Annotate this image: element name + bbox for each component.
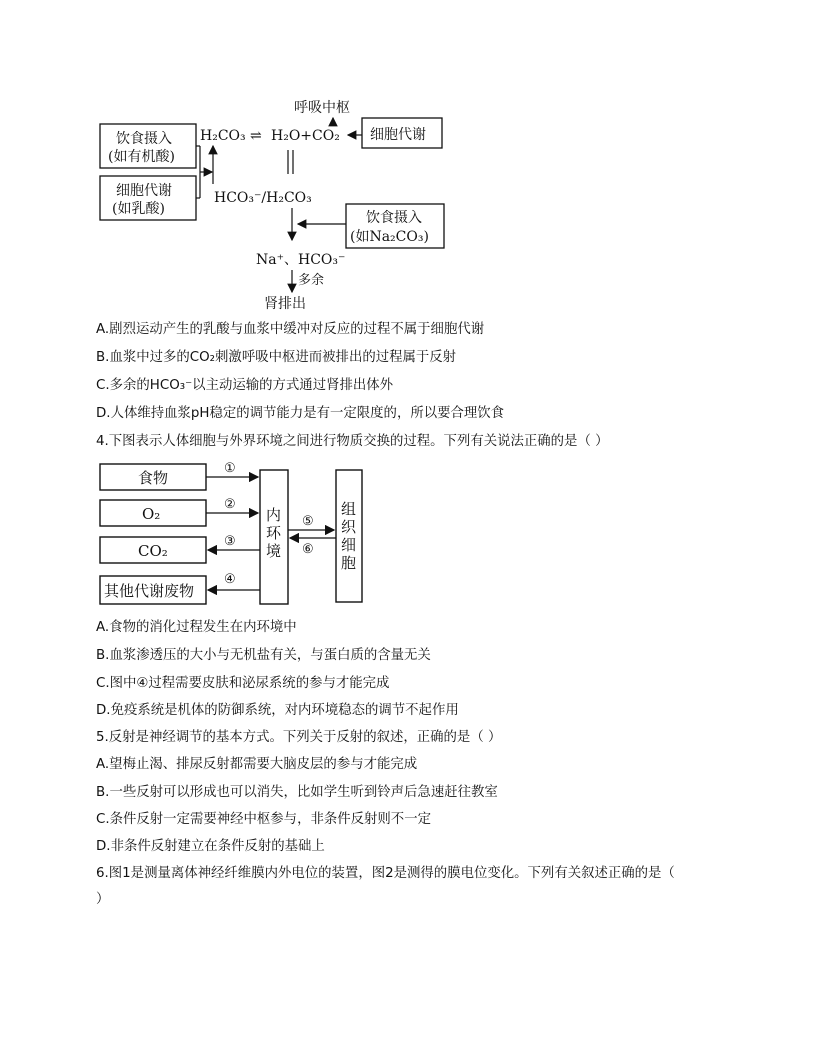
step-1-label: ① (224, 461, 236, 476)
q5-option-a: A.望梅止渴、排尿反射都需要大脑皮层的参与才能完成 (96, 757, 418, 772)
q3-option-d: D.人体维持血浆pH稳定的调节能力是有一定限度的，所以要合理饮食 (96, 406, 505, 421)
q5-option-c: C.条件反射一定需要神经中枢参与，非条件反射则不一定 (96, 812, 431, 827)
food-text: 食物 (138, 469, 169, 487)
q6-stem-line1: 6.图1是测量离体神经纤维膜内外电位的装置，图2是测得的膜电位变化。下列有关叙述正确的是（ (96, 866, 675, 881)
other-waste-text: 其他代谢废物 (104, 582, 195, 600)
diet-base-line2: (如Na₂CO₃) (350, 229, 429, 245)
diet-acid-line1: 饮食摄入 (116, 131, 172, 147)
buffer-pair-label: HCO₃⁻/H₂CO₃ (214, 190, 312, 206)
h2o-co2-label: H₂O+CO₂ (271, 128, 340, 144)
h2co3-label: H₂CO₃ (200, 128, 246, 144)
exchange-diagram-svg (96, 458, 376, 610)
internal-env-char1: 内 (266, 506, 282, 524)
buffer-diagram-svg (96, 92, 456, 314)
respiratory-center-label: 呼吸中枢 (294, 100, 350, 116)
step-4-label: ④ (224, 572, 236, 587)
internal-env-char2: 环 (266, 524, 282, 542)
exchange-diagram (96, 458, 376, 610)
kidney-label: 肾排出 (264, 296, 306, 312)
q5-option-d: D.非条件反射建立在条件反射的基础上 (96, 839, 325, 854)
step-6-label: ⑥ (302, 542, 314, 557)
step-2-label: ② (224, 497, 236, 512)
tissue-cell-char1: 组 (341, 500, 357, 518)
q6-stem-line2: ） (96, 892, 110, 907)
q5-option-b: B.一些反射可以形成也可以消失，比如学生听到铃声后急速赶往教室 (96, 785, 498, 800)
q5-stem: 5.反射是神经调节的基本方式。下列关于反射的叙述，正确的是（ ） (96, 730, 502, 745)
q3-option-a: A.剧烈运动产生的乳酸与血浆中缓冲对反应的过程不属于细胞代谢 (96, 322, 485, 337)
q4-option-d: D.免疫系统是机体的防御系统，对内环境稳态的调节不起作用 (96, 703, 459, 718)
tissue-cell-char4: 胞 (341, 554, 357, 572)
q4-option-b: B.血浆渗透压的大小与无机盐有关，与蛋白质的含量无关 (96, 648, 431, 663)
q4-option-c: C.图中④过程需要皮肤和泌尿系统的参与才能完成 (96, 676, 390, 691)
buffer-diagram (96, 92, 456, 314)
q3-option-c: C.多余的HCO₃⁻以主动运输的方式通过肾排出体外 (96, 378, 394, 393)
q4-stem: 4.下图表示人体细胞与外界环境之间进行物质交换的过程。下列有关说法正确的是（ ） (96, 434, 609, 449)
q4-option-a: A.食物的消化过程发生在内环境中 (96, 620, 297, 635)
o2-text: O₂ (142, 505, 161, 523)
step-5-label: ⑤ (302, 514, 314, 529)
co2-text: CO₂ (138, 542, 168, 560)
q3-option-b: B.血浆中过多的CO₂刺激呼吸中枢进而被排出的过程属于反射 (96, 350, 457, 365)
tissue-cell-char2: 织 (341, 518, 357, 536)
cell-metabolism-text: 细胞代谢 (370, 127, 426, 143)
internal-env-char3: 境 (266, 542, 282, 560)
metab-lactic-line2: (如乳酸) (112, 201, 165, 217)
metab-lactic-line1: 细胞代谢 (116, 183, 172, 199)
diet-acid-line2: (如有机酸) (108, 149, 175, 165)
tissue-cell-char3: 细 (341, 536, 357, 554)
diet-base-line1: 饮食摄入 (366, 210, 422, 226)
step-3-label: ③ (224, 534, 236, 549)
excess-label: 多余 (298, 273, 325, 288)
ions-label: Na⁺、HCO₃⁻ (256, 252, 346, 268)
equilibrium-arrow: ⇌ (250, 128, 262, 144)
